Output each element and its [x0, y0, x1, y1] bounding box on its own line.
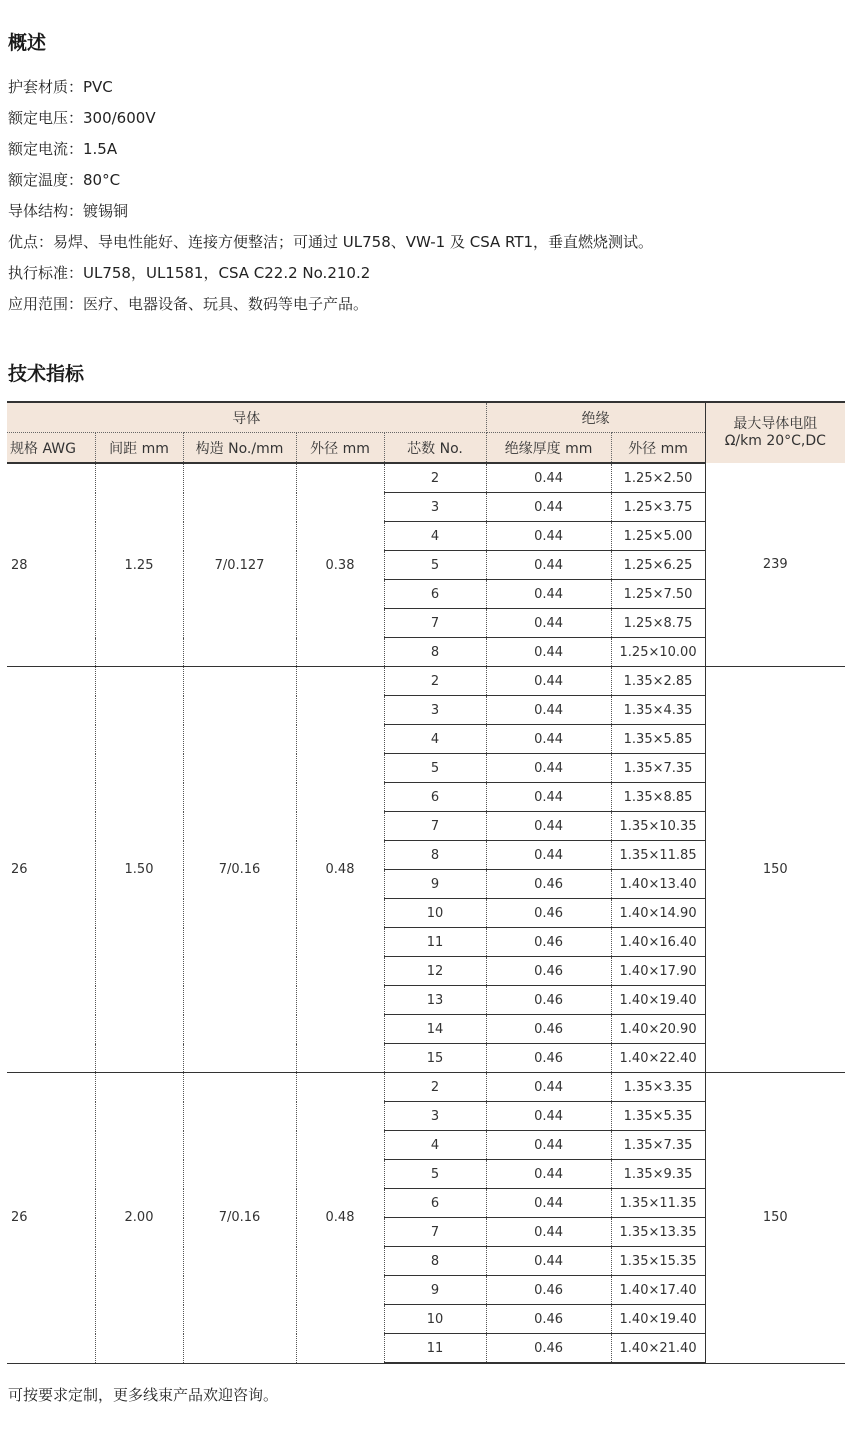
- cell-cores: 9: [384, 1276, 486, 1305]
- header-ins-od: 外径 mm: [611, 433, 705, 464]
- overview-line-standards: 执行标准：UL758，UL1581，CSA C22.2 No.210.2: [8, 264, 371, 282]
- cell-cores: 3: [384, 493, 486, 522]
- cell-cores: 10: [384, 899, 486, 928]
- cell-ins-od: 1.40×19.40: [611, 986, 705, 1015]
- cell-thickness: 0.46: [486, 1044, 611, 1073]
- overview-heading: 概述: [8, 32, 47, 54]
- cell-cores: 4: [384, 1131, 486, 1160]
- cell-thickness: 0.44: [486, 493, 611, 522]
- cell-cores: 8: [384, 1247, 486, 1276]
- cell-ins-od: 1.25×3.75: [611, 493, 705, 522]
- cell-thickness: 0.44: [486, 841, 611, 870]
- cell-pitch: 1.25: [95, 463, 183, 667]
- cell-resistance: 239: [705, 463, 845, 667]
- cell-od: 0.38: [296, 463, 384, 667]
- overview-line-conductor: 导体结构：镀锡铜: [8, 202, 129, 220]
- cell-cores: 14: [384, 1015, 486, 1044]
- cell-ins-od: 1.40×16.40: [611, 928, 705, 957]
- cell-pitch: 1.50: [95, 667, 183, 1073]
- cell-cores: 11: [384, 928, 486, 957]
- cell-od: 0.48: [296, 667, 384, 1073]
- cell-cores: 10: [384, 1305, 486, 1334]
- header-pitch: 间距 mm: [95, 433, 183, 464]
- cell-thickness: 0.44: [486, 638, 611, 667]
- cell-cores: 2: [384, 463, 486, 493]
- cell-resistance: 150: [705, 667, 845, 1073]
- cell-thickness: 0.44: [486, 754, 611, 783]
- cell-cores: 5: [384, 1160, 486, 1189]
- cell-thickness: 0.44: [486, 551, 611, 580]
- cell-cores: 12: [384, 957, 486, 986]
- cell-cores: 2: [384, 1073, 486, 1102]
- cell-ins-od: 1.35×7.35: [611, 754, 705, 783]
- cell-thickness: 0.44: [486, 580, 611, 609]
- header-resistance-line1: 最大导体电阻: [733, 416, 818, 432]
- cell-thickness: 0.44: [486, 1073, 611, 1102]
- spec-table: [7, 401, 845, 1364]
- overview-line-advantages: 优点：易焊、导电性能好、连接方便整洁；可通过 UL758、VW-1 及 CSA RT1，垂直燃烧测试。: [8, 233, 654, 251]
- cell-ins-od: 1.40×20.90: [611, 1015, 705, 1044]
- cell-ins-od: 1.40×22.40: [611, 1044, 705, 1073]
- cell-thickness: 0.44: [486, 812, 611, 841]
- cell-cores: 13: [384, 986, 486, 1015]
- cell-ins-od: 1.35×9.35: [611, 1160, 705, 1189]
- overview-line-voltage: 额定电压：300/600V: [8, 109, 156, 127]
- cell-cores: 11: [384, 1334, 486, 1364]
- table-row: [7, 463, 845, 493]
- cell-ins-od: 1.35×3.35: [611, 1073, 705, 1102]
- cell-thickness: 0.46: [486, 1015, 611, 1044]
- cell-thickness: 0.46: [486, 1305, 611, 1334]
- cell-thickness: 0.44: [486, 463, 611, 493]
- cell-pitch: 2.00: [95, 1073, 183, 1364]
- overview-line-applications: 应用范围：医疗、电器设备、玩具、数码等电子产品。: [8, 295, 369, 313]
- cell-thickness: 0.44: [486, 783, 611, 812]
- cell-thickness: 0.46: [486, 986, 611, 1015]
- cell-ins-od: 1.25×5.00: [611, 522, 705, 551]
- cell-cores: 7: [384, 609, 486, 638]
- cell-thickness: 0.44: [486, 696, 611, 725]
- cell-thickness: 0.44: [486, 667, 611, 696]
- cell-thickness: 0.46: [486, 1334, 611, 1364]
- cell-thickness: 0.44: [486, 1247, 611, 1276]
- header-conductor: 导体: [7, 402, 486, 433]
- header-resistance: [705, 402, 845, 463]
- cell-cores: 3: [384, 696, 486, 725]
- header-resistance-line2: Ω/km 20°C,DC: [724, 433, 826, 449]
- spec-table-body: [7, 463, 845, 1363]
- cell-ins-od: 1.40×17.40: [611, 1276, 705, 1305]
- cell-ins-od: 1.35×11.85: [611, 841, 705, 870]
- cell-thickness: 0.44: [486, 1218, 611, 1247]
- cell-cores: 6: [384, 783, 486, 812]
- cell-ins-od: 1.25×6.25: [611, 551, 705, 580]
- cell-resistance: 150: [705, 1073, 845, 1364]
- cell-cores: 8: [384, 638, 486, 667]
- header-thickness: 绝缘厚度 mm: [486, 433, 611, 464]
- header-awg: 规格 AWG: [7, 433, 95, 464]
- cell-cores: 3: [384, 1102, 486, 1131]
- header-cores: 芯数 No.: [384, 433, 486, 464]
- table-row: [7, 1073, 845, 1102]
- overview-list: [8, 72, 653, 320]
- cell-ins-od: 1.35×8.85: [611, 783, 705, 812]
- cell-od: 0.48: [296, 1073, 384, 1364]
- cell-ins-od: 1.25×8.75: [611, 609, 705, 638]
- cell-ins-od: 1.35×11.35: [611, 1189, 705, 1218]
- header-od: 外径 mm: [296, 433, 384, 464]
- cell-thickness: 0.44: [486, 1160, 611, 1189]
- cell-construction: 7/0.16: [183, 1073, 296, 1364]
- cell-cores: 6: [384, 580, 486, 609]
- table-row: [7, 667, 845, 696]
- cell-thickness: 0.44: [486, 609, 611, 638]
- overview-line-temperature: 额定温度：80°C: [8, 171, 121, 189]
- cell-awg: 28: [7, 463, 95, 667]
- cell-thickness: 0.44: [486, 725, 611, 754]
- cell-cores: 2: [384, 667, 486, 696]
- cell-thickness: 0.46: [486, 957, 611, 986]
- cell-thickness: 0.44: [486, 1102, 611, 1131]
- cell-ins-od: 1.40×21.40: [611, 1334, 705, 1364]
- cell-ins-od: 1.25×2.50: [611, 463, 705, 493]
- overview-line-current: 额定电流：1.5A: [8, 140, 118, 158]
- cell-construction: 7/0.16: [183, 667, 296, 1073]
- cell-cores: 5: [384, 754, 486, 783]
- cell-cores: 4: [384, 725, 486, 754]
- cell-cores: 6: [384, 1189, 486, 1218]
- cell-thickness: 0.46: [486, 870, 611, 899]
- cell-ins-od: 1.40×17.90: [611, 957, 705, 986]
- cell-thickness: 0.44: [486, 1189, 611, 1218]
- cell-cores: 5: [384, 551, 486, 580]
- specs-heading: 技术指标: [8, 363, 85, 385]
- cell-construction: 7/0.127: [183, 463, 296, 667]
- cell-awg: 26: [7, 1073, 95, 1364]
- cell-ins-od: 1.25×10.00: [611, 638, 705, 667]
- cell-thickness: 0.44: [486, 1131, 611, 1160]
- cell-cores: 8: [384, 841, 486, 870]
- header-construction: 构造 No./mm: [183, 433, 296, 464]
- cell-cores: 9: [384, 870, 486, 899]
- cell-thickness: 0.44: [486, 522, 611, 551]
- cell-ins-od: 1.40×19.40: [611, 1305, 705, 1334]
- header-insulation: 绝缘: [486, 402, 705, 433]
- cell-thickness: 0.46: [486, 899, 611, 928]
- cell-awg: 26: [7, 667, 95, 1073]
- spec-table-header: [7, 402, 845, 463]
- cell-cores: 15: [384, 1044, 486, 1073]
- cell-cores: 4: [384, 522, 486, 551]
- cell-ins-od: 1.35×5.85: [611, 725, 705, 754]
- cell-thickness: 0.46: [486, 1276, 611, 1305]
- cell-ins-od: 1.35×15.35: [611, 1247, 705, 1276]
- overview-line-jacket: 护套材质：PVC: [8, 78, 113, 96]
- cell-ins-od: 1.40×14.90: [611, 899, 705, 928]
- cell-ins-od: 1.35×5.35: [611, 1102, 705, 1131]
- cell-ins-od: 1.35×13.35: [611, 1218, 705, 1247]
- cell-ins-od: 1.35×10.35: [611, 812, 705, 841]
- cell-cores: 7: [384, 1218, 486, 1247]
- cell-ins-od: 1.35×4.35: [611, 696, 705, 725]
- cell-ins-od: 1.35×7.35: [611, 1131, 705, 1160]
- cell-ins-od: 1.35×2.85: [611, 667, 705, 696]
- cell-ins-od: 1.25×7.50: [611, 580, 705, 609]
- footer-note: 可按要求定制，更多线束产品欢迎咨询。: [8, 1386, 279, 1404]
- cell-ins-od: 1.40×13.40: [611, 870, 705, 899]
- cell-cores: 7: [384, 812, 486, 841]
- cell-thickness: 0.46: [486, 928, 611, 957]
